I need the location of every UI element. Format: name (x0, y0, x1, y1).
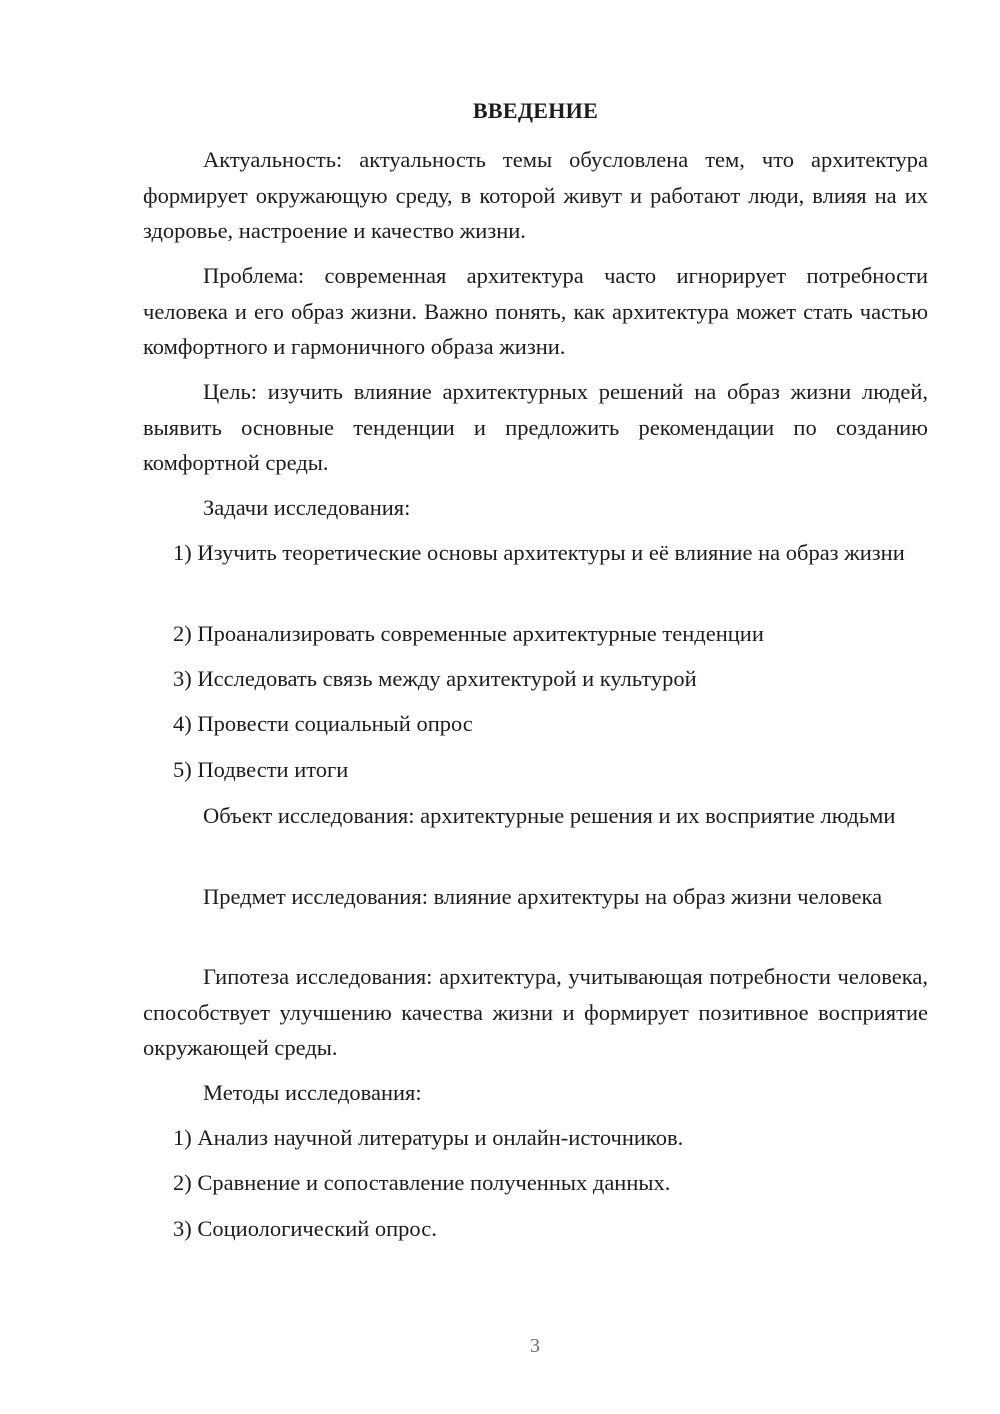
task-item: 5) Подвести итоги (173, 757, 349, 782)
task-item: 1) Изучить теоретические основы архитектуры и её влияние на образ жизни (173, 540, 905, 565)
task-item: 4) Провести социальный опрос (173, 711, 473, 736)
method-item: 2) Сравнение и сопоставление полученных данных. (173, 1170, 671, 1195)
methods-title: Методы исследования: (203, 1080, 422, 1105)
paragraph-goal: Цель: изучить влияние архитектурных решений на образ жизни людей, выявить основные тенденции и предложить рекомендации по созданию комфортной среды. (143, 379, 928, 475)
paragraph-problem: Проблема: современная архитектура часто игнорирует потребности человека и его образ жизни. Важно понять, как архитектура может стать частью комфортного и гармоничного образа жизни. (143, 263, 928, 359)
task-item: 2) Проанализировать современные архитектурные тенденции (173, 621, 764, 646)
paragraph-subject: Предмет исследования: влияние архитектуры на образ жизни человека (203, 884, 883, 909)
paragraph-object: Объект исследования: архитектурные решения и их восприятие людьми (203, 803, 896, 828)
tasks-title: Задачи исследования: (203, 495, 411, 520)
task-item: 3) Исследовать связь между архитектурой и культурой (173, 666, 697, 691)
section-heading: ВВЕДЕНИЕ (472, 98, 599, 123)
method-item: 1) Анализ научной литературы и онлайн-источников. (173, 1125, 684, 1150)
page-number: 3 (530, 1335, 540, 1357)
paragraph-hypothesis: Гипотеза исследования: архитектура, учитывающая потребности человека, способствует улучшению качества жизни и формирует позитивное восприятие окружающей среды. (143, 964, 928, 1060)
method-item: 3) Социологический опрос. (173, 1216, 437, 1241)
paragraph-relevance: Актуальность: актуальность темы обусловлена тем, что архитектура формирует окружающую среду, в которой живут и работают люди, влияя на их здоровье, настроение и качество жизни. (143, 147, 928, 243)
